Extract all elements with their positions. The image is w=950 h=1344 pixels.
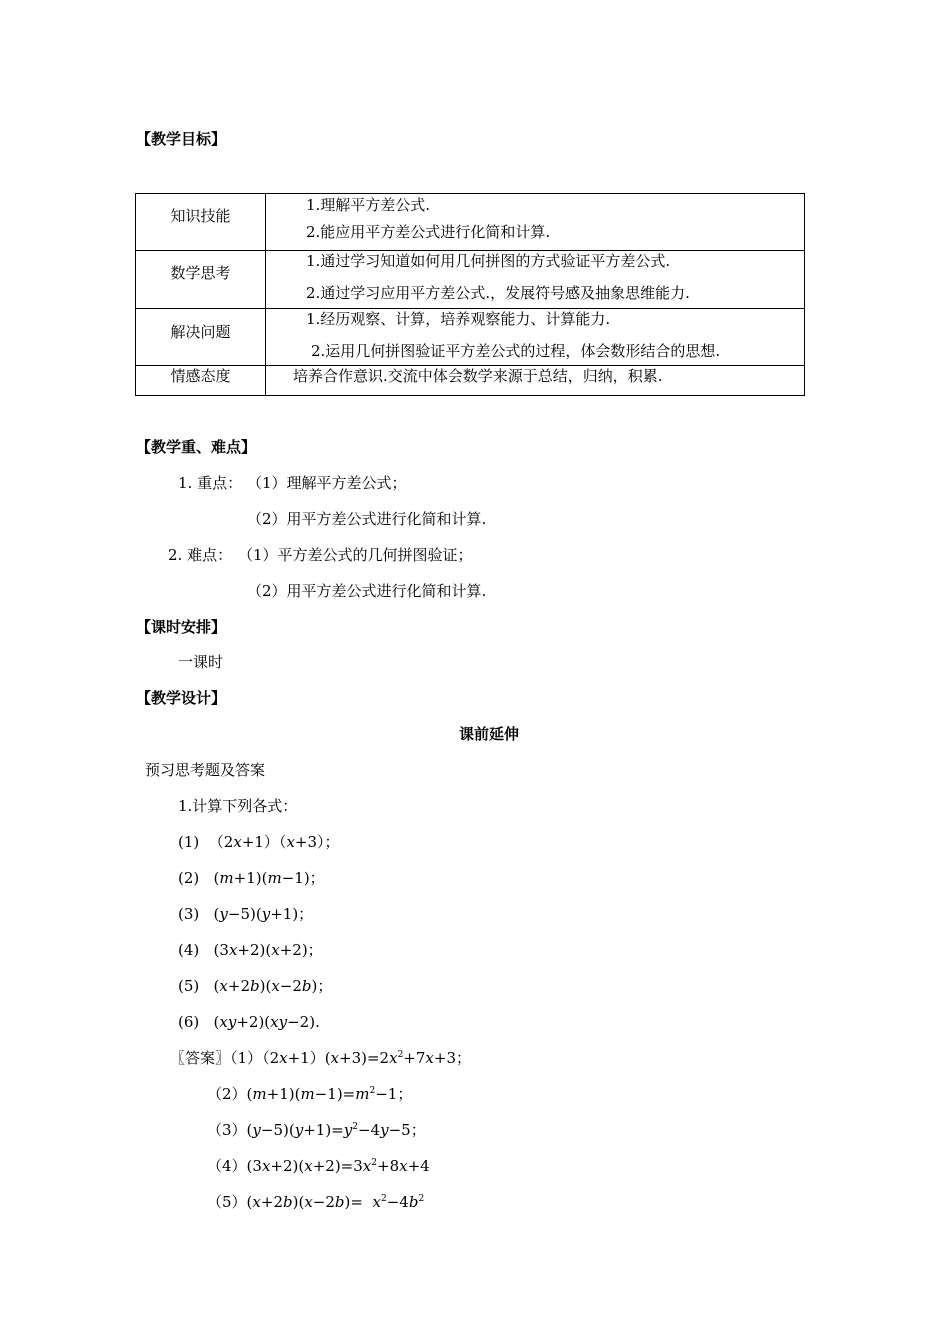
difficult-label: 2. 难点： bbox=[168, 546, 233, 564]
answer-item: $(4)(3x+2)(x+2)=3x^2+8x+4$ bbox=[207, 1157, 430, 1175]
category-label: 解决问题 bbox=[170, 323, 231, 341]
objectives-heading: 【教学目标】 bbox=[136, 130, 227, 148]
exercise-item: (1) （2x+1）（x+3）； bbox=[178, 833, 340, 851]
category-cell bbox=[136, 309, 266, 366]
exercise-number: (3) bbox=[178, 905, 200, 923]
exercise-item: (6) (xy+2)(xy−2). bbox=[178, 1013, 320, 1031]
answer-number: （1） bbox=[230, 1049, 263, 1067]
key-item: （2）用平方差公式进行化简和计算. bbox=[247, 510, 487, 528]
key-item: （1）理解平方差公式； bbox=[247, 474, 407, 492]
table-row bbox=[136, 194, 805, 251]
exercise-item: (4) (3x+2)(x+2)； bbox=[178, 941, 323, 959]
section-title: 课前延伸 bbox=[459, 725, 520, 743]
content-cell bbox=[266, 366, 805, 396]
answer-number: （5） bbox=[207, 1193, 247, 1211]
exercise-number: (6) bbox=[178, 1013, 200, 1031]
table-row bbox=[136, 366, 805, 396]
content-cell bbox=[266, 194, 805, 251]
objectives-table bbox=[135, 193, 805, 396]
objective-line: 1.理解平方差公式. bbox=[306, 196, 431, 214]
preview-subtitle: 预习思考题及答案 bbox=[145, 761, 266, 779]
content-cell bbox=[266, 251, 805, 309]
key-label: 1. 重点： bbox=[178, 474, 243, 492]
key-points-heading: 【教学重、难点】 bbox=[136, 438, 257, 456]
exercise-number: (4) bbox=[178, 941, 200, 959]
objective-line: 2.通过学习应用平方差公式.，发展符号感及抽象思维能力. bbox=[306, 284, 690, 302]
answer-number: （3） bbox=[207, 1121, 247, 1139]
answer-item: 〖答案〗$(1)(2x+1)(x+3)=2x^2+7x+3$； bbox=[170, 1049, 472, 1067]
objective-line: 培养合作意识.交流中体会数学来源于总结，归纳，积累. bbox=[293, 367, 663, 385]
difficult-item: （1）平方差公式的几何拼图验证； bbox=[238, 546, 473, 564]
category-label: 数学思考 bbox=[170, 264, 231, 282]
objective-line: 2.运用几何拼图验证平方差公式的过程，体会数形结合的思想. bbox=[311, 342, 721, 360]
design-heading: 【教学设计】 bbox=[136, 689, 227, 707]
exercise-item: (3) (y−5)(y+1)； bbox=[178, 905, 314, 923]
exercise-number: (5) bbox=[178, 977, 200, 995]
objective-line: 1.经历观察、计算，培养观察能力、计算能力. bbox=[306, 310, 611, 328]
question-text: 1.计算下列各式： bbox=[178, 797, 298, 815]
exercise-item: (5) (x+2b)(x−2b)； bbox=[178, 977, 333, 995]
answer-number: （2） bbox=[207, 1085, 247, 1103]
objective-line: 1.通过学习知道如何用几何拼图的方式验证平方差公式. bbox=[306, 252, 671, 270]
answer-item: $(3)(y-5)(y+1)=y^2-4y-5$； bbox=[207, 1121, 426, 1139]
table-row bbox=[136, 309, 805, 366]
answer-number: （4） bbox=[207, 1157, 247, 1175]
answer-label: 〖答案〗 bbox=[170, 1049, 231, 1067]
category-label: 情感态度 bbox=[170, 367, 231, 385]
answer-item: $(5)(x+2b)(x-2b)= x^2-4b^2$ bbox=[207, 1193, 425, 1211]
schedule-value: 一课时 bbox=[178, 653, 224, 671]
table-row bbox=[136, 251, 805, 309]
exercise-number: (1) bbox=[178, 833, 200, 851]
category-cell bbox=[136, 366, 266, 396]
category-label: 知识技能 bbox=[170, 207, 231, 225]
difficult-item: （2）用平方差公式进行化简和计算. bbox=[247, 582, 487, 600]
objective-line: 2.能应用平方差公式进行化简和计算. bbox=[306, 223, 551, 241]
exercise-number: (2) bbox=[178, 869, 200, 887]
answer-item: $(2)(m+1)(m-1)=m^2-1$； bbox=[207, 1085, 413, 1103]
schedule-heading: 【课时安排】 bbox=[136, 618, 227, 636]
category-cell bbox=[136, 194, 266, 251]
exercise-item: (2) (m+1)(m−1)； bbox=[178, 869, 325, 887]
content-cell bbox=[266, 309, 805, 366]
category-cell bbox=[136, 251, 266, 309]
